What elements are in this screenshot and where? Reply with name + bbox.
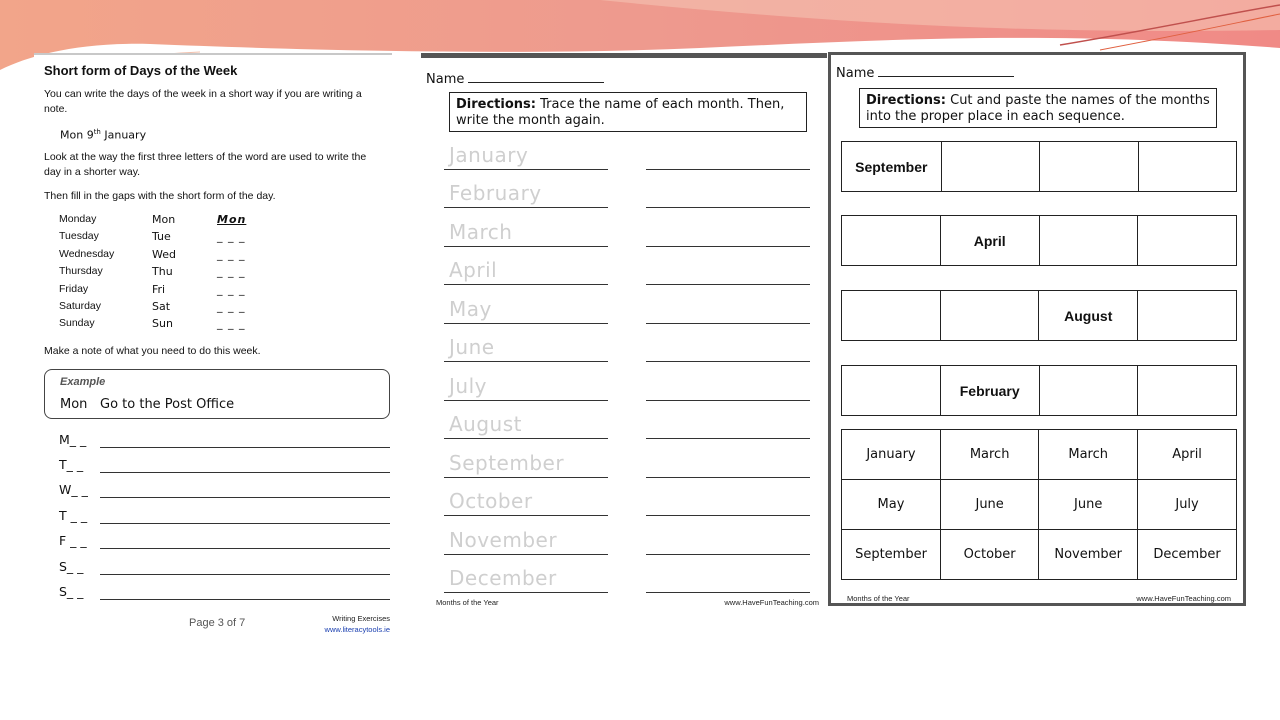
directions-box bbox=[859, 88, 1217, 128]
bank-cell[interactable]: November bbox=[1039, 530, 1138, 580]
day-short: Tue bbox=[152, 230, 171, 244]
month-row[interactable] bbox=[444, 401, 810, 439]
note-line bbox=[100, 599, 390, 600]
note-prompt: Make a note of what you need to do this week. bbox=[44, 345, 261, 357]
day-short: Wed bbox=[152, 247, 176, 261]
bank-cell[interactable]: April bbox=[1138, 430, 1237, 480]
write-line[interactable] bbox=[646, 592, 810, 593]
directions-box bbox=[449, 92, 807, 132]
credit-url[interactable]: www.literacytools.ie bbox=[324, 625, 390, 634]
example-day: Mon bbox=[60, 397, 88, 412]
note-label: W_ _ bbox=[59, 482, 88, 497]
footer-url[interactable]: www.HaveFunTeaching.com bbox=[1136, 594, 1231, 603]
note-line bbox=[100, 472, 390, 473]
day-full: Friday bbox=[59, 282, 89, 295]
day-row bbox=[59, 265, 259, 282]
trace-month: May bbox=[449, 297, 492, 321]
day-short: Thu bbox=[152, 265, 173, 279]
sequence-cell[interactable] bbox=[1138, 291, 1237, 341]
day-full: Thursday bbox=[59, 265, 103, 278]
day-answer[interactable]: _ _ _ bbox=[217, 282, 246, 296]
trace-month: January bbox=[449, 143, 529, 167]
bank-cell[interactable]: July bbox=[1138, 480, 1237, 530]
page-number: Page 3 of 7 bbox=[189, 617, 246, 629]
footer-title: Months of the Year bbox=[847, 594, 910, 603]
note-label: T_ _ bbox=[59, 457, 84, 472]
bank-cell[interactable]: June bbox=[941, 480, 1039, 530]
month-row[interactable] bbox=[444, 247, 810, 285]
write-line[interactable] bbox=[646, 515, 810, 516]
trace-month: March bbox=[449, 220, 513, 244]
day-answer[interactable]: _ _ _ bbox=[217, 230, 246, 244]
bank-cell[interactable]: January bbox=[842, 430, 941, 480]
day-row bbox=[59, 300, 259, 317]
sequence-cell[interactable] bbox=[941, 142, 1039, 192]
sequence-cell[interactable]: April bbox=[940, 216, 1039, 266]
write-line[interactable] bbox=[646, 438, 810, 439]
directions-label: Directions: bbox=[866, 93, 946, 108]
name-label: Name bbox=[836, 66, 875, 81]
day-full: Tuesday bbox=[59, 230, 99, 243]
name-field[interactable] bbox=[836, 64, 1014, 81]
trace-month: April bbox=[449, 258, 498, 282]
trace-month: August bbox=[449, 412, 522, 436]
trace-month: February bbox=[449, 181, 542, 205]
bank-cell[interactable]: March bbox=[1039, 430, 1138, 480]
note-row[interactable] bbox=[44, 506, 390, 526]
note-row[interactable] bbox=[44, 557, 390, 577]
month-row[interactable] bbox=[444, 324, 810, 362]
sequence-cell[interactable] bbox=[842, 366, 941, 416]
day-short: Sun bbox=[152, 317, 173, 331]
directions-text: Cut and paste the names of the months into the proper place in each sequence. bbox=[866, 93, 1210, 124]
intro-text: You can write the days of the week in a short way if you are writing a note. bbox=[44, 88, 362, 115]
sequence-cell[interactable] bbox=[1040, 142, 1138, 192]
day-row bbox=[59, 317, 259, 334]
footer-url[interactable]: www.HaveFunTeaching.com bbox=[724, 598, 819, 607]
sequence-cell[interactable] bbox=[1138, 366, 1237, 416]
day-answer[interactable]: _ _ _ bbox=[217, 247, 246, 261]
bank-cell[interactable]: June bbox=[1039, 480, 1138, 530]
month-bank bbox=[841, 429, 1237, 580]
trace-line bbox=[444, 592, 608, 593]
note-row[interactable] bbox=[44, 582, 390, 602]
day-full: Sunday bbox=[59, 317, 95, 330]
trace-month: June bbox=[449, 335, 495, 359]
day-answer[interactable]: _ _ _ bbox=[217, 265, 246, 279]
day-row bbox=[59, 283, 259, 300]
note-row[interactable] bbox=[44, 430, 390, 450]
trace-month: October bbox=[449, 489, 533, 513]
write-line[interactable] bbox=[646, 207, 810, 208]
write-line[interactable] bbox=[646, 361, 810, 362]
day-row bbox=[59, 248, 259, 265]
day-full: Wednesday bbox=[59, 247, 115, 260]
bank-cell[interactable]: December bbox=[1138, 530, 1237, 580]
example-date-prefix: Mon 9 bbox=[60, 128, 94, 142]
footer-title: Months of the Year bbox=[436, 598, 499, 607]
example-title: Example bbox=[60, 376, 106, 388]
month-row[interactable] bbox=[444, 286, 810, 324]
day-answer[interactable]: Mon bbox=[217, 213, 247, 226]
instruction-2: Then fill in the gaps with the short form of the day. bbox=[44, 190, 276, 202]
sequence-cell[interactable] bbox=[1138, 142, 1236, 192]
day-short: Mon bbox=[152, 213, 176, 226]
example-box bbox=[44, 369, 390, 419]
trace-month: September bbox=[449, 451, 565, 475]
example-date-sup: th bbox=[93, 128, 101, 136]
name-underline bbox=[878, 64, 1014, 77]
month-row[interactable] bbox=[444, 132, 810, 170]
note-label: S_ _ bbox=[59, 559, 84, 574]
trace-month: July bbox=[449, 374, 487, 398]
trace-line bbox=[444, 515, 608, 516]
month-row[interactable] bbox=[444, 363, 810, 401]
sequence-row bbox=[841, 290, 1237, 341]
credit-title: Writing Exercises bbox=[332, 614, 390, 623]
note-label: M_ _ bbox=[59, 432, 87, 447]
note-label: T _ _ bbox=[59, 508, 88, 523]
note-line bbox=[100, 497, 390, 498]
name-field[interactable] bbox=[426, 70, 604, 87]
name-underline bbox=[468, 70, 604, 83]
day-full: Saturday bbox=[59, 299, 102, 312]
sequence-cell[interactable]: September bbox=[842, 142, 942, 192]
trace-line bbox=[444, 438, 608, 439]
trace-month: December bbox=[449, 566, 557, 590]
sequence-cell[interactable]: August bbox=[1039, 291, 1138, 341]
directions-label: Directions: bbox=[456, 97, 536, 112]
sequence-cell[interactable] bbox=[1138, 216, 1237, 266]
month-row[interactable] bbox=[444, 478, 810, 516]
sequence-cell[interactable] bbox=[1039, 216, 1138, 266]
example-text: Go to the Post Office bbox=[100, 397, 235, 412]
note-row[interactable] bbox=[44, 531, 390, 551]
bank-cell[interactable]: October bbox=[941, 530, 1039, 580]
sequence-cell[interactable] bbox=[940, 291, 1039, 341]
day-answer[interactable]: _ _ _ bbox=[217, 317, 246, 331]
worksheet-title: Short form of Days of the Week bbox=[44, 63, 238, 78]
day-short: Fri bbox=[152, 282, 166, 296]
bank-cell[interactable]: March bbox=[941, 430, 1039, 480]
day-row bbox=[59, 230, 259, 247]
note-row[interactable] bbox=[44, 480, 390, 500]
month-row[interactable] bbox=[444, 440, 810, 478]
name-label: Name bbox=[426, 72, 465, 87]
instruction-1: Look at the way the first three letters of the word are used to write the day in a shorter way. bbox=[44, 151, 367, 178]
note-row[interactable] bbox=[44, 455, 390, 475]
day-full: Monday bbox=[59, 213, 97, 225]
trace-month: November bbox=[449, 528, 558, 552]
trace-line bbox=[444, 361, 608, 362]
sequence-cell[interactable] bbox=[842, 216, 941, 266]
top-rule bbox=[34, 53, 392, 55]
note-label: F _ _ bbox=[59, 533, 87, 548]
sequence-row bbox=[841, 141, 1237, 192]
note-line bbox=[100, 574, 390, 575]
note-label: S_ _ bbox=[59, 584, 84, 599]
cut-paste-worksheet bbox=[828, 52, 1246, 606]
trace-line bbox=[444, 284, 608, 285]
days-table bbox=[59, 213, 259, 335]
sequence-row bbox=[841, 215, 1237, 266]
note-line bbox=[100, 447, 390, 448]
note-line bbox=[100, 548, 390, 549]
note-line bbox=[100, 523, 390, 524]
sequence-row bbox=[841, 365, 1237, 416]
month-row[interactable] bbox=[444, 170, 810, 208]
month-row[interactable] bbox=[444, 555, 810, 593]
month-row[interactable] bbox=[444, 517, 810, 555]
bank-cell[interactable]: September bbox=[842, 530, 941, 580]
sequence-cell[interactable] bbox=[842, 291, 941, 341]
write-line[interactable] bbox=[646, 284, 810, 285]
trace-line bbox=[444, 207, 608, 208]
sequence-cell[interactable] bbox=[1039, 366, 1138, 416]
day-answer[interactable]: _ _ _ bbox=[217, 299, 246, 313]
day-short: Sat bbox=[152, 299, 171, 313]
trace-months-worksheet bbox=[421, 53, 827, 608]
directions-text: Trace the name of each month. Then, write the month again. bbox=[456, 97, 785, 128]
days-of-week-worksheet bbox=[34, 53, 392, 635]
month-row[interactable] bbox=[444, 209, 810, 247]
bank-cell[interactable]: May bbox=[842, 480, 941, 530]
sequence-cell[interactable]: February bbox=[940, 366, 1039, 416]
example-date-suffix: January bbox=[100, 128, 147, 142]
example-date bbox=[60, 125, 400, 143]
day-row bbox=[59, 213, 259, 230]
